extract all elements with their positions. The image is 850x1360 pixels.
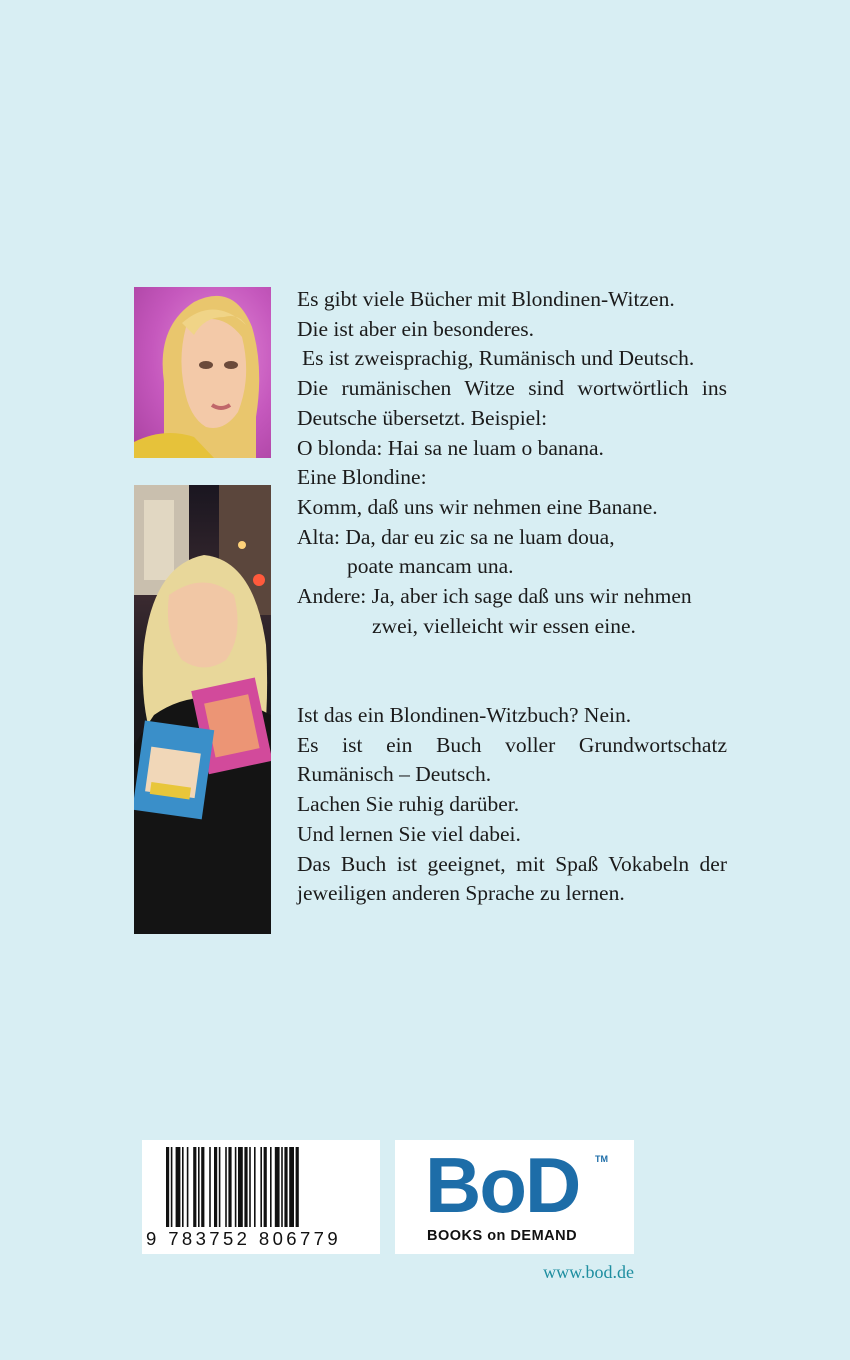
text-line: Die rumänischen Witze sind wortwörtlich ins — [297, 376, 727, 401]
text-line: O blonda: Hai sa ne luam o banana. — [297, 435, 604, 460]
text-line: Deutsche übersetzt. Beispiel: — [297, 405, 548, 430]
description-block-2 — [297, 701, 727, 909]
text-line: jeweiligen anderen Sprache zu lernen. — [297, 881, 625, 906]
text-line: Das Buch ist geeignet, mit Spaß Vokabeln der — [297, 851, 727, 876]
text-line: Es gibt viele Bücher mit Blondinen-Witzen. — [297, 287, 675, 311]
text-line: poate mancam una. — [347, 554, 514, 579]
text-line: Alta: Da, dar eu zic sa ne luam doua, — [297, 524, 615, 549]
text-line: Ist das ein Blondinen-Witzbuch? Nein. — [297, 703, 632, 727]
text-line: Rumänisch – Deutsch. — [297, 762, 492, 787]
text-line: Es ist ein Buch voller Grundwortschatz — [297, 732, 727, 757]
portrait-photo — [134, 287, 271, 458]
street-illustration — [134, 485, 271, 934]
trademark-symbol: TM — [595, 1154, 608, 1164]
text-line: Eine Blondine: — [297, 465, 427, 490]
publisher-logo — [395, 1140, 634, 1254]
text-line: Die ist aber ein besonderes. — [297, 316, 535, 341]
text-line: Es ist zweisprachig, Rumänisch und Deutsch. — [302, 346, 695, 371]
bod-logo-text: BoD — [425, 1141, 580, 1229]
barcode-bars — [166, 1147, 366, 1227]
publisher-website-link[interactable]: www.bod.de — [543, 1262, 634, 1282]
text-line: zwei, vielleicht wir essen eine. — [372, 613, 636, 638]
text-line: Andere: Ja, aber ich sage daß uns wir nehmen — [297, 584, 692, 609]
isbn-number: 9 783752 806779 — [146, 1228, 342, 1249]
portrait-illustration — [134, 287, 271, 458]
text-line: Komm, daß uns wir nehmen eine Banane. — [297, 494, 658, 519]
publisher-tagline: BOOKS on DEMAND — [427, 1228, 578, 1244]
woman-with-books-photo — [134, 485, 271, 934]
isbn-barcode — [142, 1140, 380, 1254]
text-line: Lachen Sie ruhig darüber. — [297, 792, 520, 817]
description-block-1 — [297, 285, 727, 641]
text-line: Und lernen Sie viel dabei. — [297, 821, 521, 846]
